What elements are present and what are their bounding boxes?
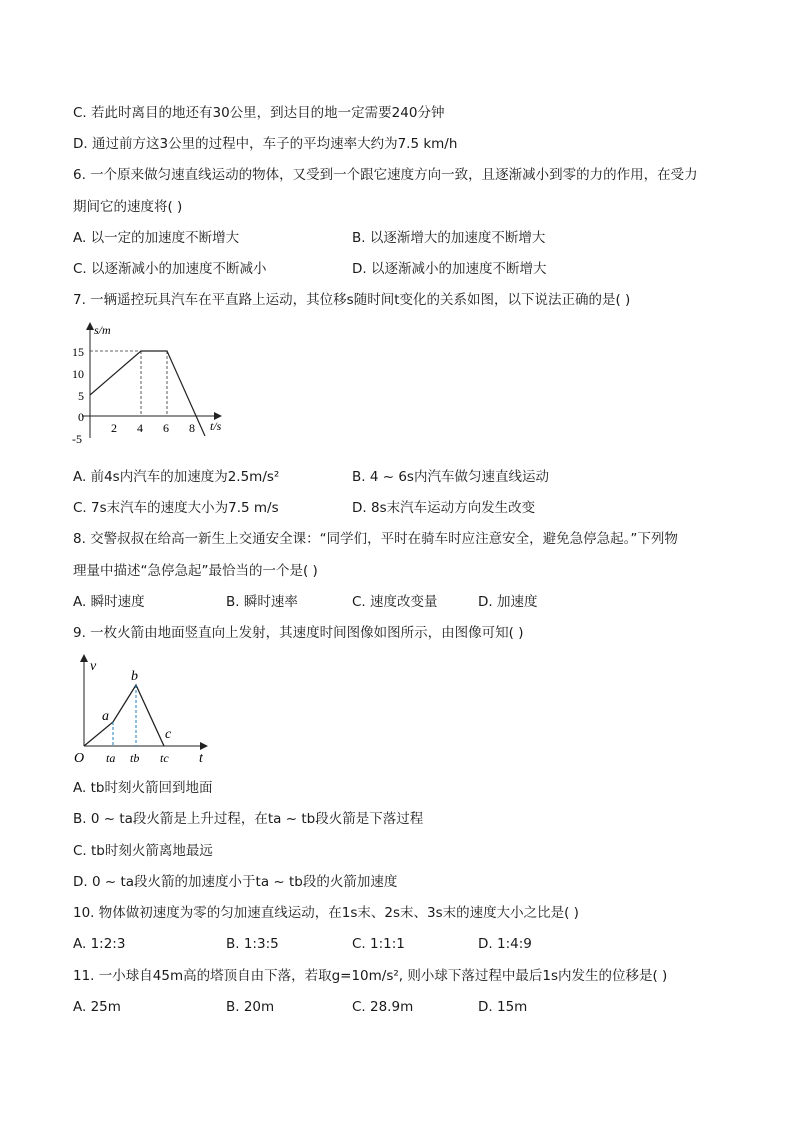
q11-option-c: C. 28.9m — [352, 999, 414, 1015]
point-a-label: a — [102, 709, 109, 724]
x-tick: 4 — [137, 421, 143, 435]
y-tick: 5 — [78, 389, 84, 403]
question-9: 9. 一枚火箭由地面竖直向上发射，其速度时间图像如图所示，由图像可知( ) — [73, 625, 524, 641]
q7-option-c: C. 7s末汽车的速度大小为7.5 m/s — [73, 500, 279, 516]
tick-tc: tc — [160, 751, 169, 765]
question-7: 7. 一辆遥控玩具汽车在平直路上运动，其位移s随时间t变化的关系如图，以下说法正确的是( ) — [73, 292, 631, 308]
origin-label: O — [74, 751, 85, 766]
q7-option-a: A. 前4s内汽车的加速度为2.5m/s² — [73, 469, 280, 485]
q10-option-b: B. 1:3:5 — [226, 936, 279, 952]
q9-option-c: C. tb时刻火箭离地最远 — [73, 843, 213, 859]
q8-option-a: A. 瞬时速度 — [73, 594, 145, 610]
q6-option-c: C. 以逐渐减小的加速度不断减小 — [73, 261, 267, 277]
question-6-line2: 期间它的速度将( ) — [73, 199, 183, 215]
q6-option-d: D. 以逐渐减小的加速度不断增大 — [352, 261, 547, 277]
st-line — [90, 351, 205, 436]
q11-option-b: B. 20m — [226, 999, 275, 1015]
q6-option-b: B. 以逐渐增大的加速度不断增大 — [352, 230, 546, 246]
question-11: 11. 一小球自45m高的塔顶自由下落，若取g=10m/s², 则小球下落过程中最后1s内发生的位移是( ) — [73, 968, 668, 984]
q10-option-a: A. 1:2:3 — [73, 936, 126, 952]
y-axis-label: s/m — [94, 323, 111, 337]
q9-option-a: A. tb时刻火箭回到地面 — [73, 780, 213, 796]
vt-graph — [68, 652, 218, 770]
x-axis-label: t/s — [210, 419, 222, 433]
q8-option-b: B. 瞬时速率 — [226, 594, 298, 610]
t-axis-label: t — [199, 751, 203, 766]
option-5d: D. 通过前方这3公里的过程中，车子的平均速率大约为7.5 km/h — [73, 136, 458, 152]
y-tick: 15 — [72, 345, 84, 359]
q9-option-b: B. 0 ~ ta段火箭是上升过程，在ta ~ tb段火箭是下落过程 — [73, 811, 424, 827]
x-tick: 8 — [189, 421, 195, 435]
q8-option-c: C. 速度改变量 — [352, 594, 438, 610]
q7-option-b: B. 4 ~ 6s内汽车做匀速直线运动 — [352, 469, 549, 485]
q10-option-d: D. 1:4:9 — [478, 936, 532, 952]
q11-option-d: D. 15m — [478, 999, 528, 1015]
y-tick: 0 — [78, 410, 84, 424]
option-5c: C. 若此时离目的地还有30公里，到达目的地一定需要240分钟 — [73, 105, 445, 121]
point-c-label: c — [165, 727, 172, 742]
tick-ta: ta — [106, 751, 116, 765]
y-tick: -5 — [72, 432, 82, 446]
q8-option-d: D. 加速度 — [478, 594, 538, 610]
q7-option-d: D. 8s末汽车运动方向发生改变 — [352, 500, 536, 516]
question-10: 10. 物体做初速度为零的匀加速直线运动，在1s末、2s末、3s末的速度大小之比是( ) — [73, 905, 579, 921]
x-tick: 6 — [163, 421, 169, 435]
question-6-line1: 6. 一个原来做匀速直线运动的物体，又受到一个跟它速度方向一致，且逐渐减小到零的力的作用，在受力 — [73, 167, 698, 183]
tick-tb: tb — [130, 751, 140, 765]
vt-line — [84, 685, 164, 746]
q10-option-c: C. 1:1:1 — [352, 936, 405, 952]
y-tick: 10 — [72, 367, 84, 381]
point-b-label: b — [131, 669, 138, 684]
question-8-line2: 理量中描述“急停急起”最恰当的一个是( ) — [73, 563, 318, 579]
question-8-line1: 8. 交警叔叔在给高一新生上交通安全课：“同学们，平时在骑车时应注意安全，避免急停急起。”下列物 — [73, 531, 678, 547]
q9-option-d: D. 0 ~ ta段火箭的加速度小于ta ~ tb段的火箭加速度 — [73, 874, 398, 890]
q6-option-a: A. 以一定的加速度不断增大 — [73, 230, 240, 246]
x-tick: 2 — [111, 421, 117, 435]
st-graph — [60, 318, 240, 448]
v-axis-label: v — [90, 659, 97, 674]
q11-option-a: A. 25m — [73, 999, 121, 1015]
